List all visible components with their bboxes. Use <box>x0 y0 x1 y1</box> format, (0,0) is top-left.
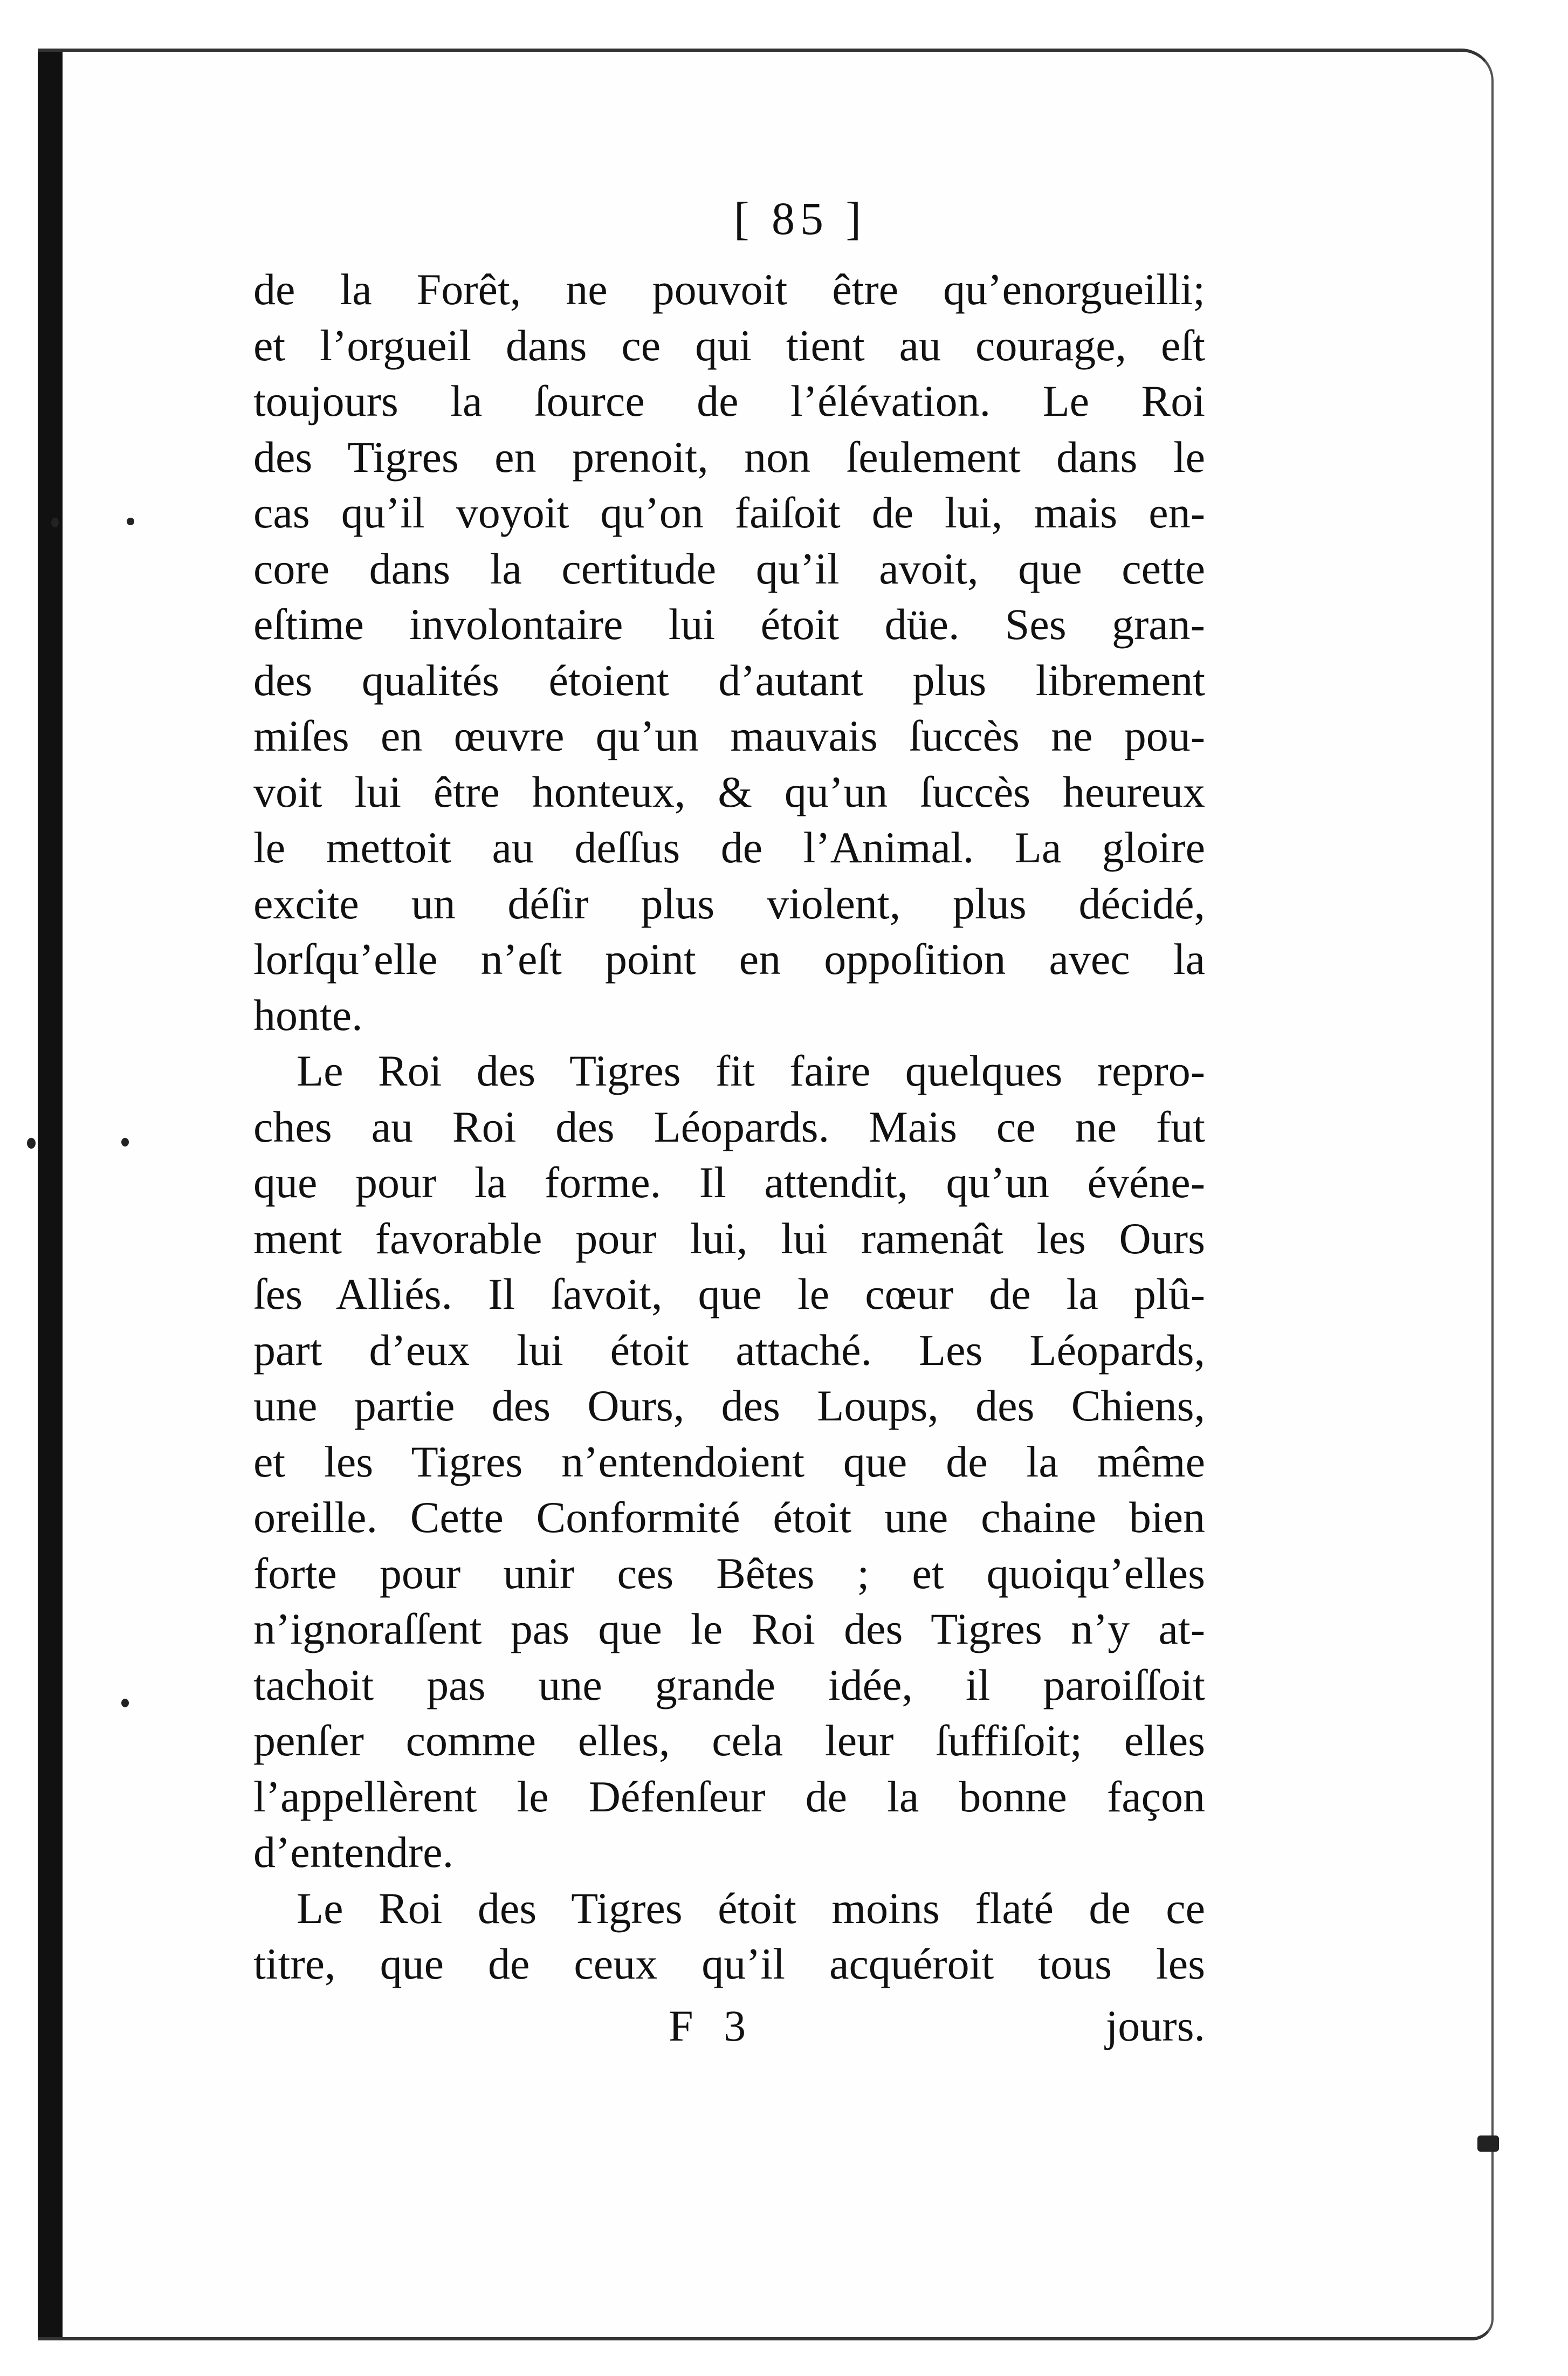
text-line: part d’eux lui étoit attaché. Les Léopards, <box>253 1325 1205 1375</box>
text-line: ches au Roi des Léopards. Mais ce ne fut <box>253 1102 1205 1151</box>
text-line: d’entendre. <box>253 1828 454 1877</box>
text-line: l’appellèrent le Défenſeur de la bonne façon <box>253 1771 1205 1821</box>
text-line: oreille. Cette Conformité étoit une chaine bien <box>253 1493 1205 1542</box>
text-line: toujours la ſource de l’élévation. Le Roi <box>253 376 1205 425</box>
text-line: forte pour unir ces Bêtes ; et quoiqu’elles <box>253 1548 1205 1598</box>
corner-mark <box>1477 2135 1499 2152</box>
text-line: penſer comme elles, cela leur ſuffiſoit; elles <box>253 1716 1205 1765</box>
text-line: que pour la forme. Il attendit, qu’un événe- <box>253 1158 1205 1207</box>
paragraph-start-line: Le Roi des Tigres étoit moins flaté de ce <box>297 1883 1205 1933</box>
catchword: jours. <box>1105 2001 1205 2050</box>
text-line: voit lui être honteux, & qu’un ſuccès heureux <box>253 767 1205 816</box>
text-line: titre, que de ceux qu’il acquéroit tous les <box>253 1939 1205 1988</box>
paragraph-start-line: Le Roi des Tigres fit faire quelques repro- <box>297 1046 1205 1095</box>
margin-mark <box>51 518 59 527</box>
text-line: de la Forêt, ne pouvoit être qu’enorgueilli; <box>253 265 1205 314</box>
text-line: des qualités étoient d’autant plus librement <box>253 655 1205 705</box>
text-line: excite un déſir plus violent, plus décidé, <box>253 878 1205 928</box>
text-line: honte. <box>253 990 363 1040</box>
text-line: ſes Alliés. Il ſavoit, que le cœur de la plû- <box>253 1269 1205 1319</box>
text-line: une partie des Ours, des Loups, des Chiens, <box>253 1381 1205 1430</box>
text-line: eſtime involontaire lui étoit düe. Ses gran- <box>253 600 1205 649</box>
signature-mark: F 3 <box>669 2001 756 2050</box>
margin-mark <box>121 1138 129 1146</box>
text-line: tachoit pas une grande idée, il paroiſſoit <box>253 1660 1205 1709</box>
page-footer <box>253 2001 1205 2056</box>
text-line: et l’orgueil dans ce qui tient au courage, eſt <box>253 320 1205 370</box>
text-line: miſes en œuvre qu’un mauvais ſuccès ne pou- <box>253 711 1205 760</box>
margin-mark <box>121 1699 129 1707</box>
body-text <box>253 262 1205 1992</box>
margin-mark <box>27 1138 36 1149</box>
margin-mark <box>127 518 134 525</box>
text-line: core dans la certitude qu’il avoit, que cette <box>253 544 1205 593</box>
text-line: lorſqu’elle n’eſt point en oppoſition avec la <box>253 935 1205 984</box>
text-line: le mettoit au deſſus de l’Animal. La gloire <box>253 823 1205 872</box>
text-line: cas qu’il voyoit qu’on faiſoit de lui, mais en- <box>253 488 1205 537</box>
text-line: ment favorable pour lui, lui ramenât les Ours <box>253 1213 1205 1263</box>
text-line: et les Tigres n’entendoient que de la même <box>253 1437 1205 1486</box>
text-line: n’ignoraſſent pas que le Roi des Tigres n’y at- <box>253 1604 1205 1653</box>
page-number: [ 85 ] <box>733 193 867 244</box>
text-line: des Tigres en prenoit, non ſeulement dans le <box>253 432 1205 482</box>
page-binding-edge <box>38 52 63 2337</box>
